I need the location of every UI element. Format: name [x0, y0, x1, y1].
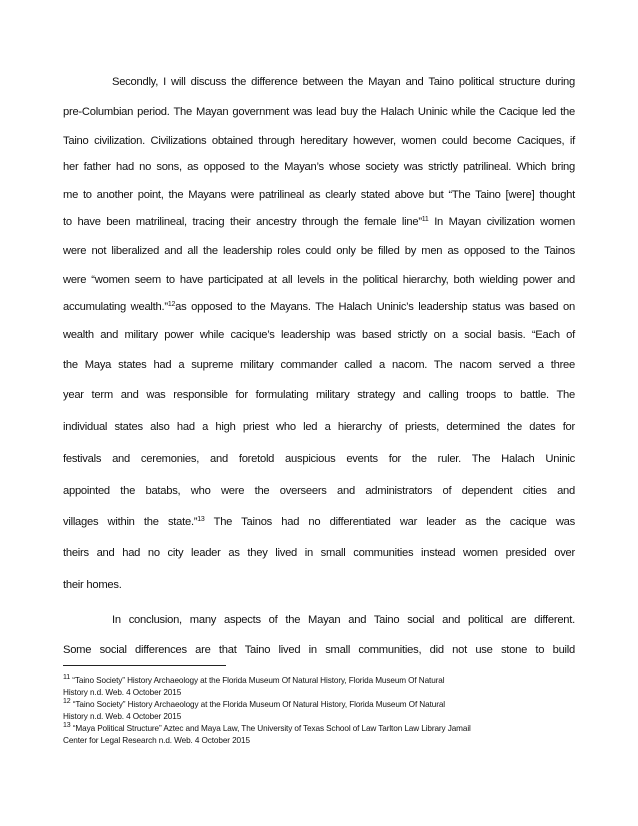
paragraph-line: Taino civilization. Civilizations obtained through hereditary however, women could become Caciques, if: [63, 135, 575, 147]
footnote: [63, 675, 575, 687]
paragraph-line: me to another point, the Mayans were patrilineal as clearly stated above but “The Taino [were] thought: [63, 189, 575, 201]
line-text: In Mayan civilization women: [428, 216, 575, 228]
paragraph-line: Some social differences are that Taino lived in small communities, did not use stone to build: [63, 644, 575, 656]
footnote-number: 13: [63, 722, 71, 729]
footnote: [63, 699, 575, 711]
footnote-ref: 13: [197, 516, 205, 523]
footnote-ref: 12: [167, 301, 176, 308]
paragraph-line: their homes.: [63, 579, 122, 591]
footnote-number: 12: [63, 698, 71, 705]
line-text: The Tainos had no differentiated war leader as the cacique was: [204, 516, 575, 528]
footnote-number: 11: [63, 674, 71, 681]
paragraph-line: Secondly, I will discuss the difference between the Mayan and Taino political structure during: [112, 76, 575, 88]
footnote-text: “Taino Society” History Archaeology at the Florida Museum Of Natural History, Florida Museum Of Natural: [70, 700, 445, 709]
line-text: as opposed to the Mayans. The Halach Uninic’s leadership status was based on: [175, 301, 575, 313]
paragraph-line: appointed the batabs, who were the overseers and administrators of dependent cities and: [63, 485, 575, 497]
paragraph-line: pre-Columbian period. The Mayan government was lead buy the Halach Uninic while the Cacique led the: [63, 106, 575, 118]
footnote-text: “Taino Society” History Archaeology at the Florida Museum Of Natural History, Florida Museum Of Natural: [70, 676, 445, 685]
footnote-separator: [63, 665, 226, 666]
footnote-ref: 11: [421, 216, 429, 223]
paragraph-line: festivals and ceremonies, and foretold auspicious events for the ruler. The Halach Uninic: [63, 453, 575, 465]
line-text: villages within the state.”: [63, 516, 198, 528]
footnote-text: “Maya Political Structure” Aztec and Maya Law, The University of Texas School of Law Tarlton Law Library Jamail: [70, 724, 471, 733]
line-text: to have been matrilineal, tracing their ancestry through the female line”: [63, 216, 422, 228]
footnote-continuation: Center for Legal Research n.d. Web. 4 October 2015: [63, 736, 250, 745]
paragraph-line: [63, 215, 575, 229]
paragraph-line: her father had no sons, as opposed to the Mayan’s whose society was strictly patrilineal. Which bring: [63, 161, 575, 173]
paragraph-line: individual states also had a high priest who led a hierarchy of priests, determined the dates for: [63, 421, 575, 433]
paragraph-line: [63, 300, 575, 314]
paragraph-line: In conclusion, many aspects of the Mayan and Taino social and political are different.: [112, 614, 575, 626]
paragraph-line: [63, 515, 575, 529]
paragraph-line: the Maya states had a supreme military commander called a nacom. The nacom served a three: [63, 359, 575, 371]
line-text: accumulating wealth.”: [63, 301, 168, 313]
footnote: [63, 723, 575, 735]
paragraph-line: wealth and military power while cacique’s leadership was based strictly on a social basis. “Each of: [63, 329, 575, 341]
paragraph-line: theirs and had no city leader as they lived in small communities instead women presided over: [63, 547, 575, 559]
paragraph-line: were “women seem to have participated at all levels in the political hierarchy, both wielding power and: [63, 274, 575, 286]
paragraph-line: year term and was responsible for formulating military strategy and calling troops to battle. The: [63, 389, 575, 401]
footnote-continuation: History n.d. Web. 4 October 2015: [63, 688, 182, 697]
footnote-continuation: History n.d. Web. 4 October 2015: [63, 712, 182, 721]
paragraph-line: were not liberalized and all the leadership roles could only be filled by men as opposed to the Tainos: [63, 245, 575, 257]
